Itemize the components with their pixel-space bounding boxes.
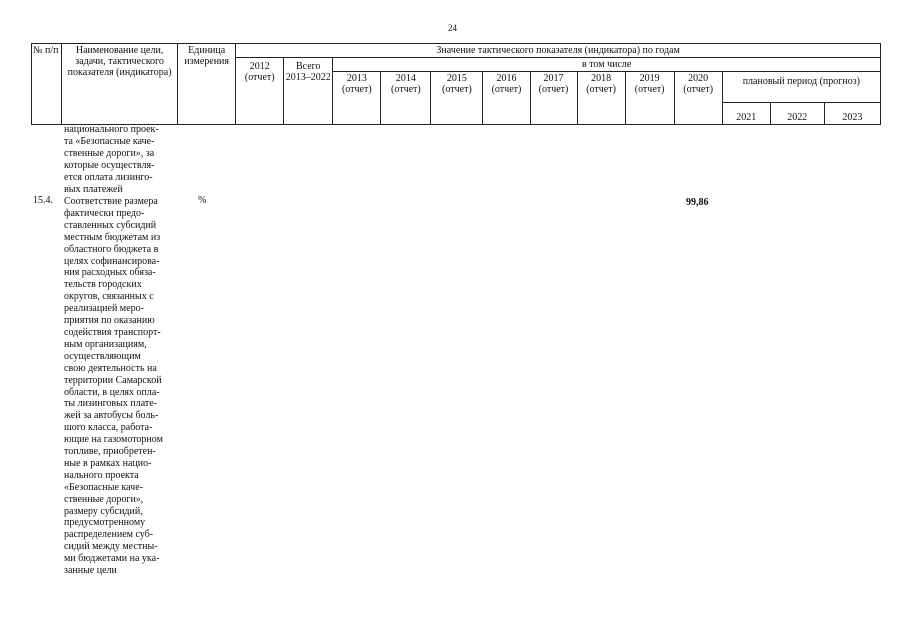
- header-year-2014: 2014 (отчет): [381, 72, 431, 125]
- text-line: которые осуществля-: [64, 159, 155, 171]
- text-line: «Безопасные каче-: [64, 481, 143, 493]
- continuation-text: [64, 124, 173, 195]
- text-line: Соответствие размера: [64, 196, 158, 207]
- text-line: жей за автобусы боль-: [64, 410, 159, 422]
- text-line: фактически предо-: [64, 207, 145, 219]
- text-line: размеру субсидий,: [64, 505, 143, 517]
- header-year-2023: 2023: [824, 103, 880, 125]
- header-year-2017: 2017 (отчет): [530, 72, 577, 125]
- header-year-2020: 2020 (отчет): [674, 72, 722, 125]
- header-col-unit: Единица измерения: [178, 44, 236, 125]
- text-line: ющие на газомоторном: [64, 434, 163, 446]
- header-year-2013: 2013 (отчет): [333, 72, 381, 125]
- text-line: сидий между местны-: [64, 541, 158, 553]
- text-line: ставленных субсидий: [64, 219, 157, 231]
- header-col-total: Всего 2013–2022: [284, 58, 333, 125]
- text-line: ется оплата лизинго-: [64, 171, 153, 183]
- text-line: округов, связанных с: [64, 291, 154, 303]
- header-col-2012: 2012 (отчет): [236, 58, 284, 125]
- header-year-2019: 2019 (отчет): [625, 72, 674, 125]
- header-year-2016: 2016 (отчет): [483, 72, 530, 125]
- text-line: ные в рамках нацио-: [64, 457, 152, 469]
- header-group-values: Значение тактического показателя (индикатора) по годам: [236, 44, 881, 58]
- text-line: распределением суб-: [64, 529, 154, 541]
- text-line: топливе, приобретен-: [64, 446, 156, 458]
- text-line: приятия по оказанию: [64, 315, 155, 327]
- text-line: области, в целях опла-: [64, 386, 160, 398]
- text-line: ми бюджетами на ука-: [64, 553, 160, 565]
- header-planned-period: плановый период (прогноз): [722, 72, 880, 103]
- header-including: в том числе: [333, 58, 881, 72]
- text-line: территории Самарской: [64, 374, 162, 386]
- text-line: целях софинансирова-: [64, 255, 160, 267]
- header-year-2022: 2022: [770, 103, 824, 125]
- text-line: ния расходных обяза-: [64, 267, 156, 279]
- indicator-table-header: [31, 43, 881, 125]
- text-line: областного бюджета в: [64, 243, 159, 255]
- text-line: ственные дороги», за: [64, 147, 155, 159]
- text-line: осуществляющим: [64, 350, 141, 362]
- text-line: местным бюджетам из: [64, 231, 161, 243]
- header-year-2015: 2015 (отчет): [431, 72, 483, 125]
- text-line: содействия транспорт-: [64, 326, 161, 338]
- text-line: шого класса, работа-: [64, 422, 153, 434]
- text-line: свою деятельность на: [64, 362, 157, 374]
- text-line: реализацией меро-: [64, 303, 144, 315]
- text-line: ственные дороги»,: [64, 493, 144, 505]
- row-number: 15.4.: [33, 195, 53, 206]
- header-col-name: Наименование цели, задачи, тактического показателя (индикатора): [62, 44, 178, 125]
- header-year-2021: 2021: [722, 103, 770, 125]
- text-line: ным организациям,: [64, 338, 147, 350]
- page-number: 24: [448, 23, 457, 33]
- text-line: нального проекта: [64, 469, 139, 481]
- text-line: национального проек-: [64, 124, 159, 135]
- row-description: [64, 196, 173, 577]
- row-value-2020: 99,86: [686, 197, 709, 208]
- header-year-2018: 2018 (отчет): [577, 72, 625, 125]
- text-line: вых платежей: [64, 183, 123, 195]
- text-line: тельств городских: [64, 279, 142, 291]
- text-line: та «Безопасные каче-: [64, 135, 155, 147]
- text-line: занные цели: [64, 565, 117, 577]
- header-col-number: № п/п: [32, 44, 62, 125]
- text-line: предусмотренному: [64, 517, 146, 529]
- text-line: ты лизинговых плате-: [64, 398, 158, 410]
- row-unit: %: [198, 195, 207, 206]
